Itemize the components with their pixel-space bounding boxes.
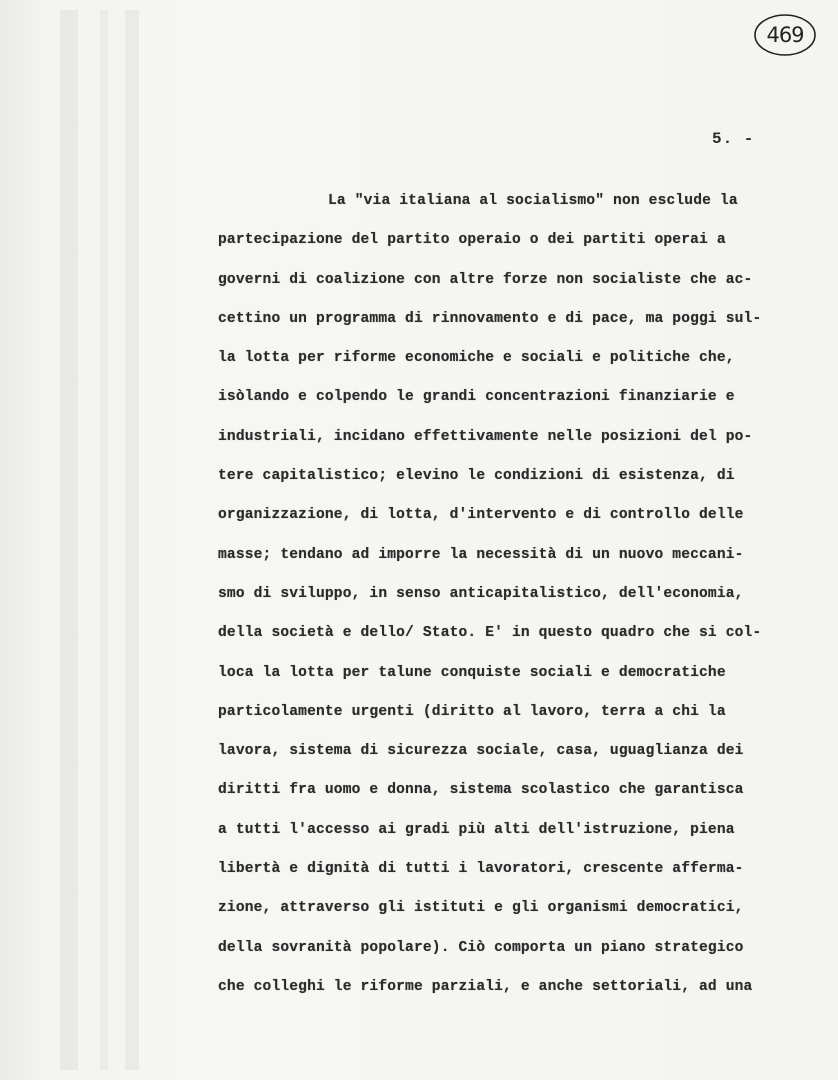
text-line: libertà e dignità di tutti i lavoratori, crescente afferma- <box>218 861 744 878</box>
text-line: partecipazione del partito operaio o dei partiti operai a <box>218 232 726 249</box>
text-line: industriali, incidano effettivamente nelle posizioni del po- <box>218 428 753 445</box>
text-line: zione, attraverso gli istituti e gli organismi democratici, <box>218 900 744 917</box>
text-line: particolamente urgenti (diritto al lavoro, terra a chi la <box>218 703 726 720</box>
text-line: della società e dello/ Stato. E' in questo quadro che si col- <box>218 625 762 642</box>
typewritten-paragraph <box>218 188 834 1013</box>
text-line: che colleghi le riforme parziali, e anche settoriali, ad una <box>218 978 753 995</box>
archive-watermark <box>40 10 160 1070</box>
text-line: La "via italiana al socialismo" non esclude la <box>328 193 738 209</box>
text-line: tere capitalistico; elevino le condizioni di esistenza, di <box>218 468 735 485</box>
text-line: a tutti l'accesso ai gradi più alti dell'istruzione, piena <box>218 821 735 838</box>
text-line: organizzazione, di lotta, d'intervento e di controllo delle <box>218 507 744 524</box>
text-line: smo di sviluppo, in senso anticapitalistico, dell'economia, <box>218 585 744 602</box>
text-line: della sovranità popolare). Ciò comporta un piano strategico <box>218 939 744 956</box>
text-line: lavora, sistema di sicurezza sociale, casa, uguaglianza dei <box>218 743 744 760</box>
text-line: cettino un programma di rinnovamento e di pace, ma poggi sul- <box>218 310 762 327</box>
page-number: 5. - <box>712 130 755 148</box>
archive-number: 469 <box>766 23 804 47</box>
text-line: governi di coalizione con altre forze non socialiste che ac- <box>218 271 753 288</box>
archive-number-stamp <box>752 12 818 58</box>
text-line: la lotta per riforme economiche e sociali e politiche che, <box>218 350 735 367</box>
text-line: loca la lotta per talune conquiste sociali e democratiche <box>218 664 726 681</box>
text-line: diritti fra uomo e donna, sistema scolastico che garantisca <box>218 782 744 799</box>
text-line: isòlando e colpendo le grandi concentrazioni finanziarie e <box>218 389 735 406</box>
text-line: masse; tendano ad imporre la necessità di un nuovo meccani- <box>218 546 744 563</box>
